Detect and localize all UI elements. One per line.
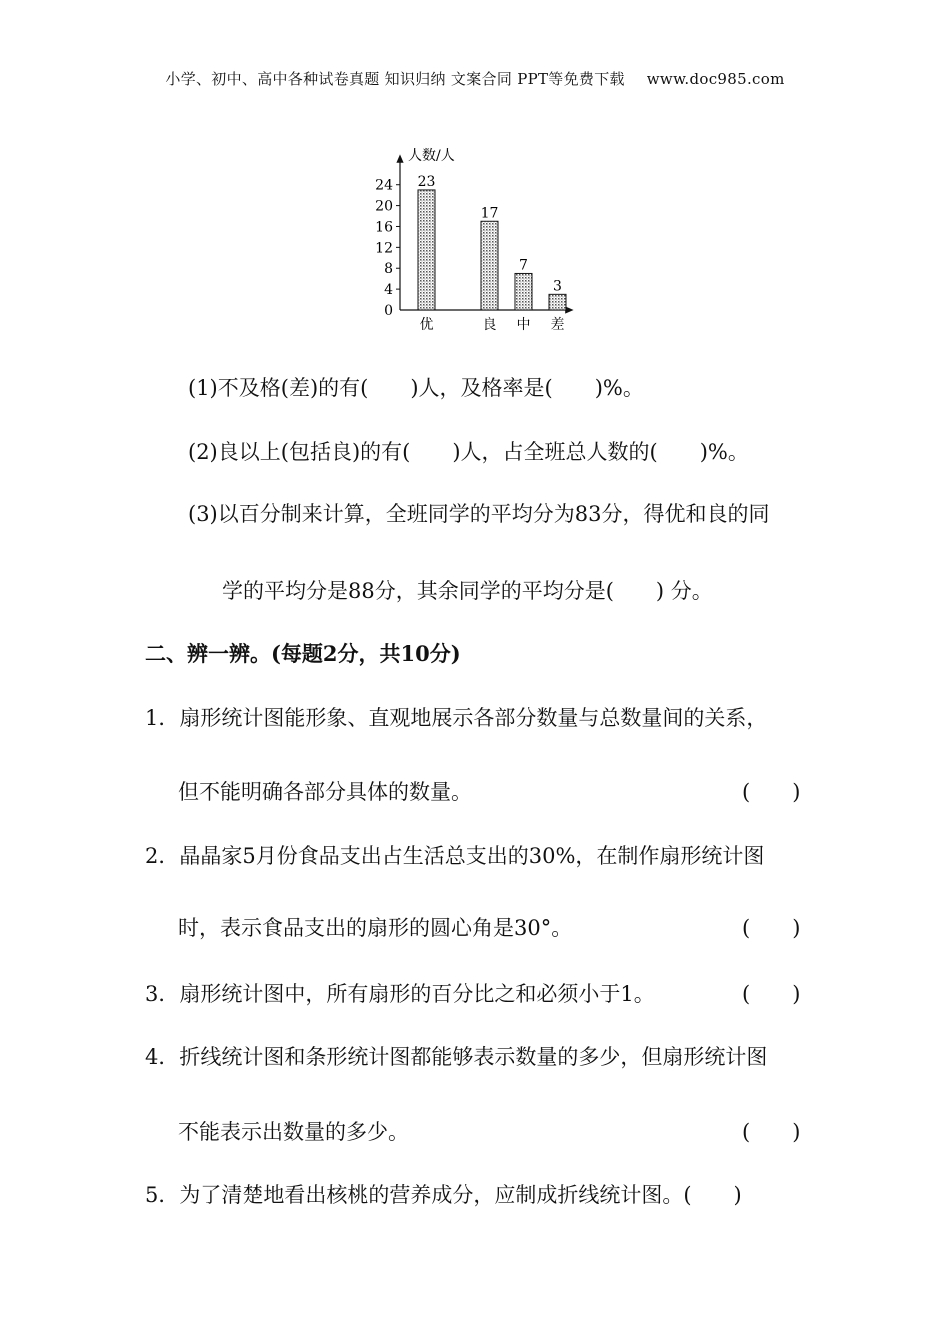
bar-优 (418, 190, 435, 310)
chart-bars (418, 174, 566, 333)
item2-line1: 2．晶晶家5月份食品支出占生活总支出的30%，在制作扇形统计图 (145, 844, 765, 868)
item4-answer-paren: ( ) (742, 1120, 801, 1144)
part1-q3-line1: (3)以百分制来计算，全班同学的平均分为83分，得优和良的同 (188, 502, 770, 526)
bar-value-label: 17 (480, 205, 499, 222)
chart-ylabel: 人数/人 (408, 148, 455, 164)
item1-line1: 1．扇形统计图能形象、直观地展示各部分数量与总数量间的关系， (145, 706, 768, 730)
y-tick-label: 20 (375, 198, 393, 215)
item2-answer-paren: ( ) (742, 916, 801, 940)
category-label: 优 (419, 317, 434, 333)
bar-value-label: 3 (553, 278, 562, 295)
category-label: 差 (550, 317, 565, 333)
category-label: 良 (482, 317, 497, 333)
page-header (0, 68, 950, 89)
part2-title: 二、辨一辨。(每题2分，共10分) (145, 641, 461, 666)
y-tick-label: 24 (375, 177, 393, 194)
category-label: 中 (516, 317, 531, 333)
bar-value-label: 7 (519, 257, 528, 274)
chart-axes (375, 158, 570, 319)
item5-line1: 5．为了清楚地看出核桃的营养成分，应制成折线统计图。( ) (145, 1183, 742, 1207)
bar-差 (549, 294, 566, 310)
y-tick-label: 8 (384, 261, 393, 278)
y-tick-label: 12 (375, 240, 393, 257)
header-text: 小学、初中、高中各种试卷真题 知识归纳 文案合同 PPT等免费下载 (165, 70, 625, 88)
header-site: www.doc985.com (646, 70, 785, 88)
bar-value-label: 23 (417, 173, 436, 190)
bar-中 (515, 273, 532, 310)
y-tick-label: 4 (384, 282, 393, 299)
item1-answer-paren: ( ) (742, 780, 801, 804)
item4-line2: 不能表示出数量的多少。 (178, 1120, 409, 1144)
bar-chart (360, 142, 580, 342)
part1-q3-line2: 学的平均分是88分，其余同学的平均分是( ) 分。 (222, 579, 713, 603)
item3-line1: 3．扇形统计图中，所有扇形的百分比之和必须小于1。 (145, 982, 655, 1006)
y-tick-label: 16 (375, 219, 393, 236)
y-tick-label: 0 (384, 303, 393, 319)
item2-line2: 时，表示食品支出的扇形的圆心角是30°。 (178, 916, 573, 940)
item1-line2: 但不能明确各部分具体的数量。 (178, 780, 472, 804)
part1-q1: (1)不及格(差)的有( )人，及格率是( )%。 (188, 376, 644, 400)
part1-q2: (2)良以上(包括良)的有( )人，占全班总人数的( )%。 (188, 440, 749, 464)
bar-良 (481, 221, 498, 310)
item3-answer-paren: ( ) (742, 982, 801, 1006)
item4-line1: 4．折线统计图和条形统计图都能够表示数量的多少，但扇形统计图 (145, 1045, 768, 1069)
